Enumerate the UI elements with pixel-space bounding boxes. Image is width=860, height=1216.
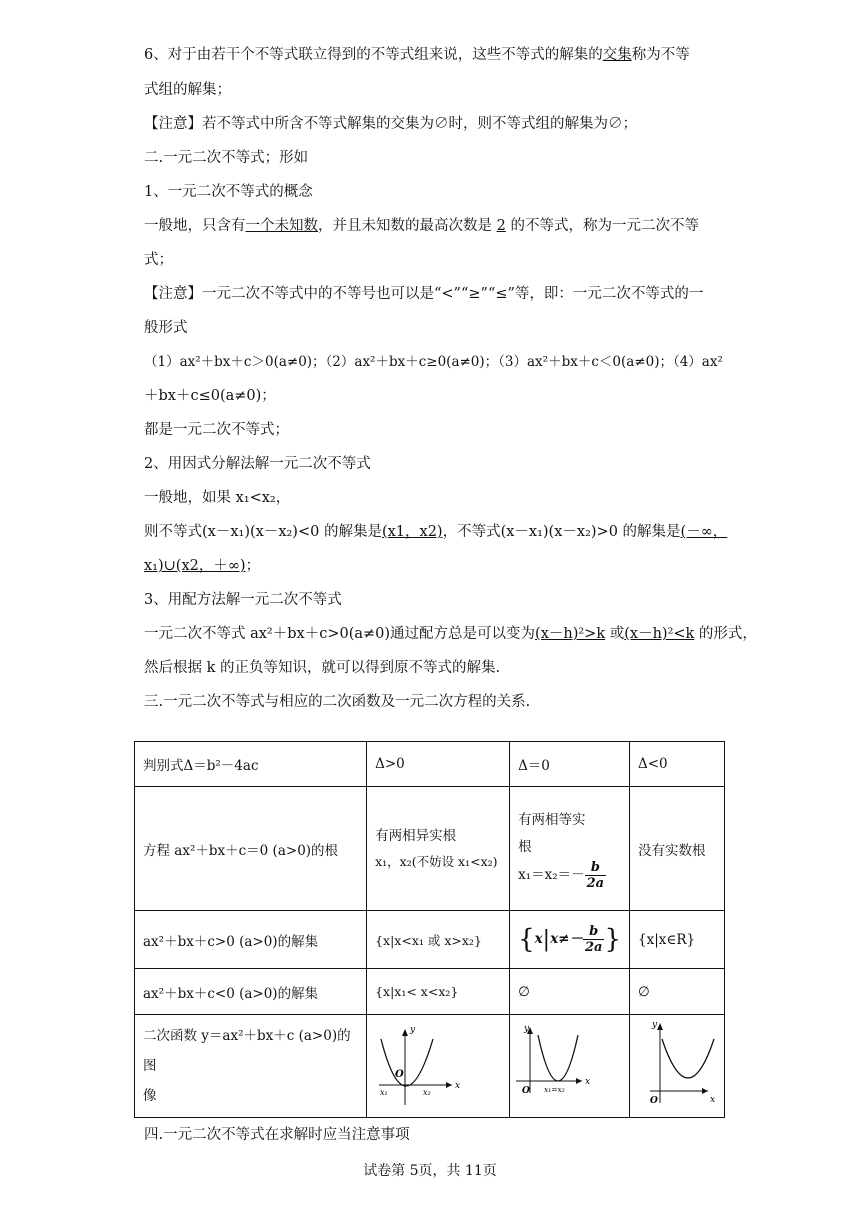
- underlined-answer: (x－h)²<k: [624, 626, 695, 642]
- table-cell: [135, 1015, 367, 1118]
- underlined-answer: (x－h)²>k: [535, 626, 606, 642]
- cell-text: 二次函数 y＝ax²＋bx＋c (a>0)的图: [143, 1028, 351, 1074]
- table-cell: 方程 ax²＋bx＋c＝0 (a>0)的根: [135, 787, 367, 911]
- table-cell: {x|x<x₁ 或 x>x₂}: [367, 911, 510, 969]
- subheading-1: 1、一元二次不等式的概念: [144, 184, 313, 200]
- table-cell: 没有实数根: [630, 787, 725, 911]
- text-line-11: ＋bx＋c≤0(a≠0)；: [144, 388, 276, 404]
- parabola-graph-one-root: [510, 1015, 602, 1113]
- cell-text: 有两相等实: [518, 812, 586, 828]
- table-cell: ∅: [630, 969, 725, 1015]
- table-row: [135, 742, 725, 787]
- table-row: [135, 1015, 725, 1118]
- origin-label: O: [650, 1096, 658, 1106]
- formula-text: x₁＝x₂＝－: [518, 867, 585, 883]
- parabola-curve: [662, 1039, 714, 1078]
- right-brace-icon: }: [604, 924, 621, 955]
- table-cell: Δ＝0: [510, 742, 630, 787]
- table-cell: ax²＋bx＋c<0 (a>0)的解集: [135, 969, 367, 1015]
- x-axis-arrow-icon: [702, 1088, 708, 1094]
- text-span: 的不等式，称为一元二次不等: [505, 218, 699, 234]
- parabola-curve: [381, 1039, 433, 1086]
- fraction-numerator: b: [585, 860, 606, 876]
- table-cell: [630, 1015, 725, 1118]
- relation-table: [134, 741, 725, 1118]
- table-cell: [367, 1015, 510, 1118]
- left-brace-icon: {: [518, 924, 535, 955]
- y-label: y: [652, 1020, 658, 1030]
- y-axis-arrow-icon: [402, 1029, 408, 1036]
- fraction-denominator: 2a: [584, 940, 603, 955]
- table-cell: Δ>0: [367, 742, 510, 787]
- text-line-2: 式组的解集；: [144, 82, 231, 98]
- subheading-2: 2、用因式分解法解一元二次不等式: [144, 456, 371, 472]
- cell-text: x₁，x₂(不妨设 x₁<x₂): [375, 853, 498, 869]
- cell-text: 根: [518, 839, 532, 855]
- table-cell: [510, 911, 630, 969]
- fraction-denominator: 2a: [586, 876, 605, 891]
- text-line-15: [144, 522, 727, 542]
- bar-icon: |: [542, 927, 551, 952]
- parabola-graph-two-roots: [367, 1015, 494, 1113]
- x-axis-arrow-icon: [576, 1078, 582, 1084]
- table-cell: {x|x∈R}: [630, 911, 725, 969]
- text-line-8: 【注意】一元二次不等式中的不等号也可以是“<”“≥”“≤”等，即：一元二次不等式的一: [144, 286, 704, 302]
- y-label: y: [524, 1024, 530, 1034]
- text-line-9: 般形式: [144, 320, 188, 336]
- origin-label: O: [395, 1069, 404, 1080]
- page-footer: 试卷第 5页，共 11页: [363, 1163, 497, 1179]
- text-line-6: [144, 216, 699, 236]
- root-label-x2: x₂: [423, 1088, 431, 1097]
- text-span: 6、对于由若干个不等式联立得到的不等式组来说，这些不等式的解集的: [144, 47, 603, 63]
- table-row: [135, 787, 725, 911]
- text-line-7: 式；: [144, 252, 173, 268]
- text-span: 称为不等: [631, 47, 690, 63]
- table-row: [135, 969, 725, 1015]
- section-heading-2: 二.一元二次不等式；形如: [144, 150, 309, 166]
- table-cell: ∅: [510, 969, 630, 1015]
- subheading-3: 3、用配方法解一元二次不等式: [144, 592, 342, 608]
- fraction-numerator: b: [583, 924, 604, 940]
- table-cell: [367, 787, 510, 911]
- fraction: [585, 860, 606, 891]
- table-cell: ax²＋bx＋c>0 (a>0)的解集: [135, 911, 367, 969]
- text-line-16: [144, 556, 260, 576]
- underlined-term: 交集: [602, 47, 632, 63]
- text-span: 的形式，: [694, 626, 757, 642]
- text-span: 一元二次不等式 ax²＋bx＋c>0(a≠0)通过配方总是可以变为: [144, 626, 536, 642]
- section-heading-3: 三.一元二次不等式与相应的二次函数及一元二次方程的关系.: [144, 694, 531, 710]
- table-cell: [510, 1015, 630, 1118]
- cell-text: 有两相异实根: [375, 827, 457, 844]
- x-label: x: [710, 1095, 716, 1105]
- text-line-1: [144, 45, 690, 65]
- formula-text: x: [534, 931, 543, 947]
- text-line-18: [144, 624, 757, 644]
- parabola-graph-no-root: [630, 1015, 724, 1113]
- text-span: 或: [605, 626, 625, 642]
- table-cell: [510, 787, 630, 911]
- underlined-term: 2: [496, 218, 506, 234]
- underlined-term: 一个未知数: [245, 218, 318, 234]
- text-line-10: （1）ax²＋bx＋c＞0(a≠0)；（2）ax²＋bx＋c≥0(a≠0)；（3）ax²＋bx＋c＜0(a≠0)；（4）ax²: [144, 354, 723, 370]
- underlined-answer: (－∞，: [680, 524, 728, 540]
- text-line-3: 【注意】若不等式中所含不等式解集的交集为∅时，则不等式组的解集为∅；: [144, 116, 637, 132]
- table-cell: Δ<0: [630, 742, 725, 787]
- text-span: ，不等式(x－x₁)(x－x₂)>0 的解集是: [442, 524, 681, 540]
- text-line-12: 都是一元二次不等式；: [144, 422, 289, 438]
- x-label: x: [585, 1077, 591, 1087]
- root-label: x₁=x₂: [544, 1085, 565, 1094]
- formula-text: x≠－: [550, 931, 583, 947]
- table-cell: 判别式Δ＝b²－4ac: [135, 742, 367, 787]
- x-axis-arrow-icon: [446, 1082, 452, 1088]
- cell-formula: [518, 860, 621, 891]
- section-heading-4: 四.一元二次不等式在求解时应当注意事项: [144, 1127, 410, 1143]
- table-cell: {x|x₁< x<x₂}: [367, 969, 510, 1015]
- root-label-x1: x₁: [380, 1088, 388, 1097]
- underlined-answer: (x1，x2): [381, 524, 443, 540]
- parabola-curve: [538, 1035, 578, 1081]
- y-axis-arrow-icon: [657, 1023, 663, 1030]
- text-span: ；: [245, 558, 261, 574]
- cell-text: 像: [143, 1088, 157, 1104]
- origin-label: O: [522, 1086, 530, 1096]
- text-line-14: 一般地，如果 x₁<x₂，: [144, 490, 291, 506]
- text-span: 一般地，只含有: [144, 218, 246, 234]
- underlined-answer: x₁)∪(x2，＋∞): [144, 558, 246, 574]
- text-span: ，并且未知数的最高次数是: [318, 218, 497, 234]
- text-span: 则不等式(x－x₁)(x－x₂)<0 的解集是: [144, 524, 382, 540]
- table-row: [135, 911, 725, 969]
- fraction: [583, 924, 604, 955]
- y-label: y: [410, 1025, 416, 1035]
- text-line-19: 然后根据 k 的正负等知识，就可以得到原不等式的解集.: [144, 660, 501, 676]
- x-label: x: [455, 1081, 461, 1091]
